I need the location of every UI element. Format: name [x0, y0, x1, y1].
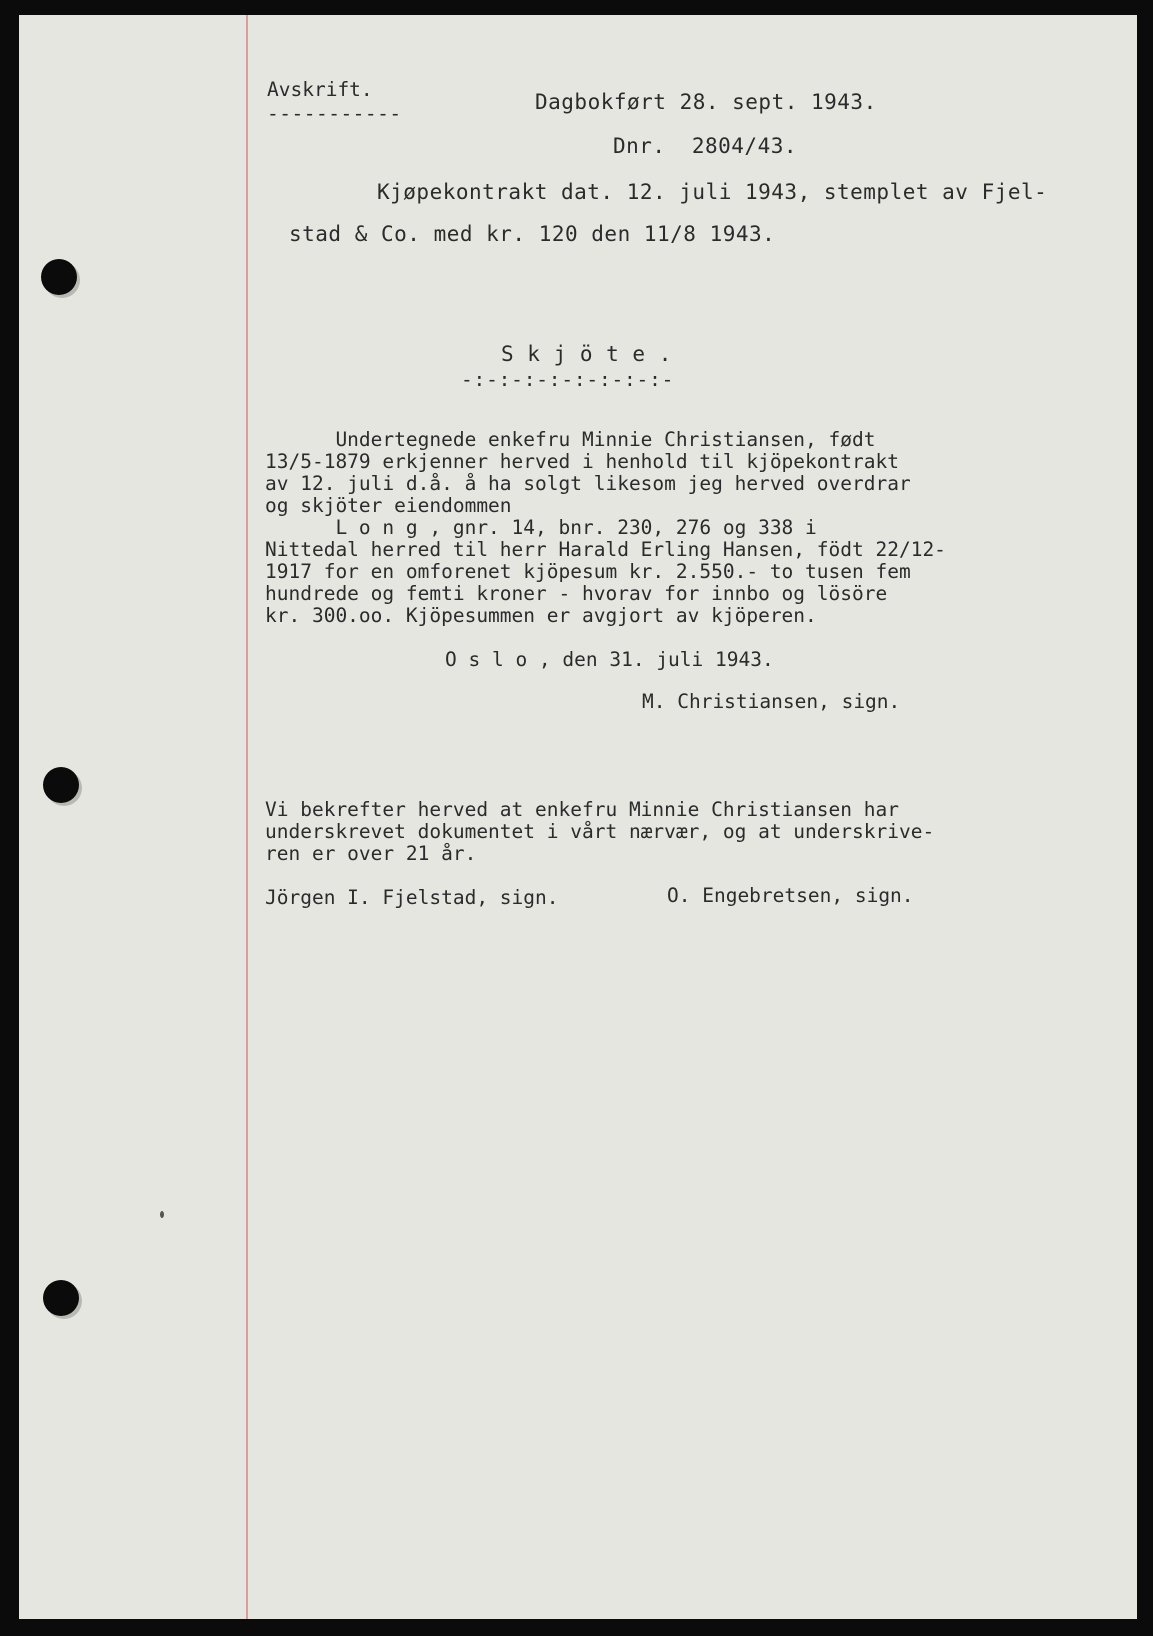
seller-signature: M. Christiansen, sign.: [642, 690, 901, 713]
registration-number: Dnr. 2804/43.: [613, 134, 798, 158]
deed-line: kr. 300.oo. Kjöpesummen er avgjort av kjöperen.: [265, 604, 817, 627]
contract-note-line-1: Kjøpekontrakt dat. 12. juli 1943, stemplet av Fjel-: [377, 180, 1048, 204]
copy-label-underline: -----------: [267, 102, 402, 125]
punch-hole-bottom: [43, 1280, 79, 1316]
deed-line: L o n g , gnr. 14, bnr. 230, 276 og 338 i: [265, 516, 817, 539]
punch-hole-top: [41, 259, 77, 295]
document-page: [19, 15, 1137, 1619]
contract-note-line-2: stad & Co. med kr. 120 den 11/8 1943.: [289, 222, 776, 246]
deed-line: og skjöter eiendommen: [265, 494, 512, 517]
copy-label: Avskrift.: [267, 78, 373, 101]
witness-signature-left: Jörgen I. Fjelstad, sign.: [265, 886, 559, 909]
place-and-date: O s l o , den 31. juli 1943.: [445, 648, 774, 671]
witness-line: Vi bekrefter herved at enkefru Minnie Christiansen har: [265, 798, 899, 821]
deed-line: Undertegnede enkefru Minnie Christiansen, født: [265, 428, 876, 451]
paper-speck: [160, 1211, 164, 1218]
deed-line: Nittedal herred til herr Harald Erling Hansen, födt 22/12-: [265, 538, 946, 561]
registration-date: Dagbokført 28. sept. 1943.: [535, 90, 877, 114]
deed-line: av 12. juli d.å. å ha solgt likesom jeg herved overdrar: [265, 472, 911, 495]
deed-title: S k j ö t e .: [501, 342, 672, 366]
witness-signature-right: O. Engebretsen, sign.: [667, 884, 914, 907]
deed-line: 1917 for en omforenet kjöpesum kr. 2.550.- to tusen fem: [265, 560, 911, 583]
witness-line: underskrevet dokumentet i vårt nærvær, og at underskrive-: [265, 820, 935, 843]
witness-line: ren er over 21 år.: [265, 842, 477, 865]
deed-line: 13/5-1879 erkjenner herved i henhold til kjöpekontrakt: [265, 450, 899, 473]
deed-title-underline: -:-:-:-:-:-:-:-:-: [461, 368, 675, 391]
punch-hole-middle: [43, 767, 79, 803]
deed-line: hundrede og femti kroner - hvorav for innbo og lösöre: [265, 582, 888, 605]
margin-line: [246, 15, 248, 1619]
